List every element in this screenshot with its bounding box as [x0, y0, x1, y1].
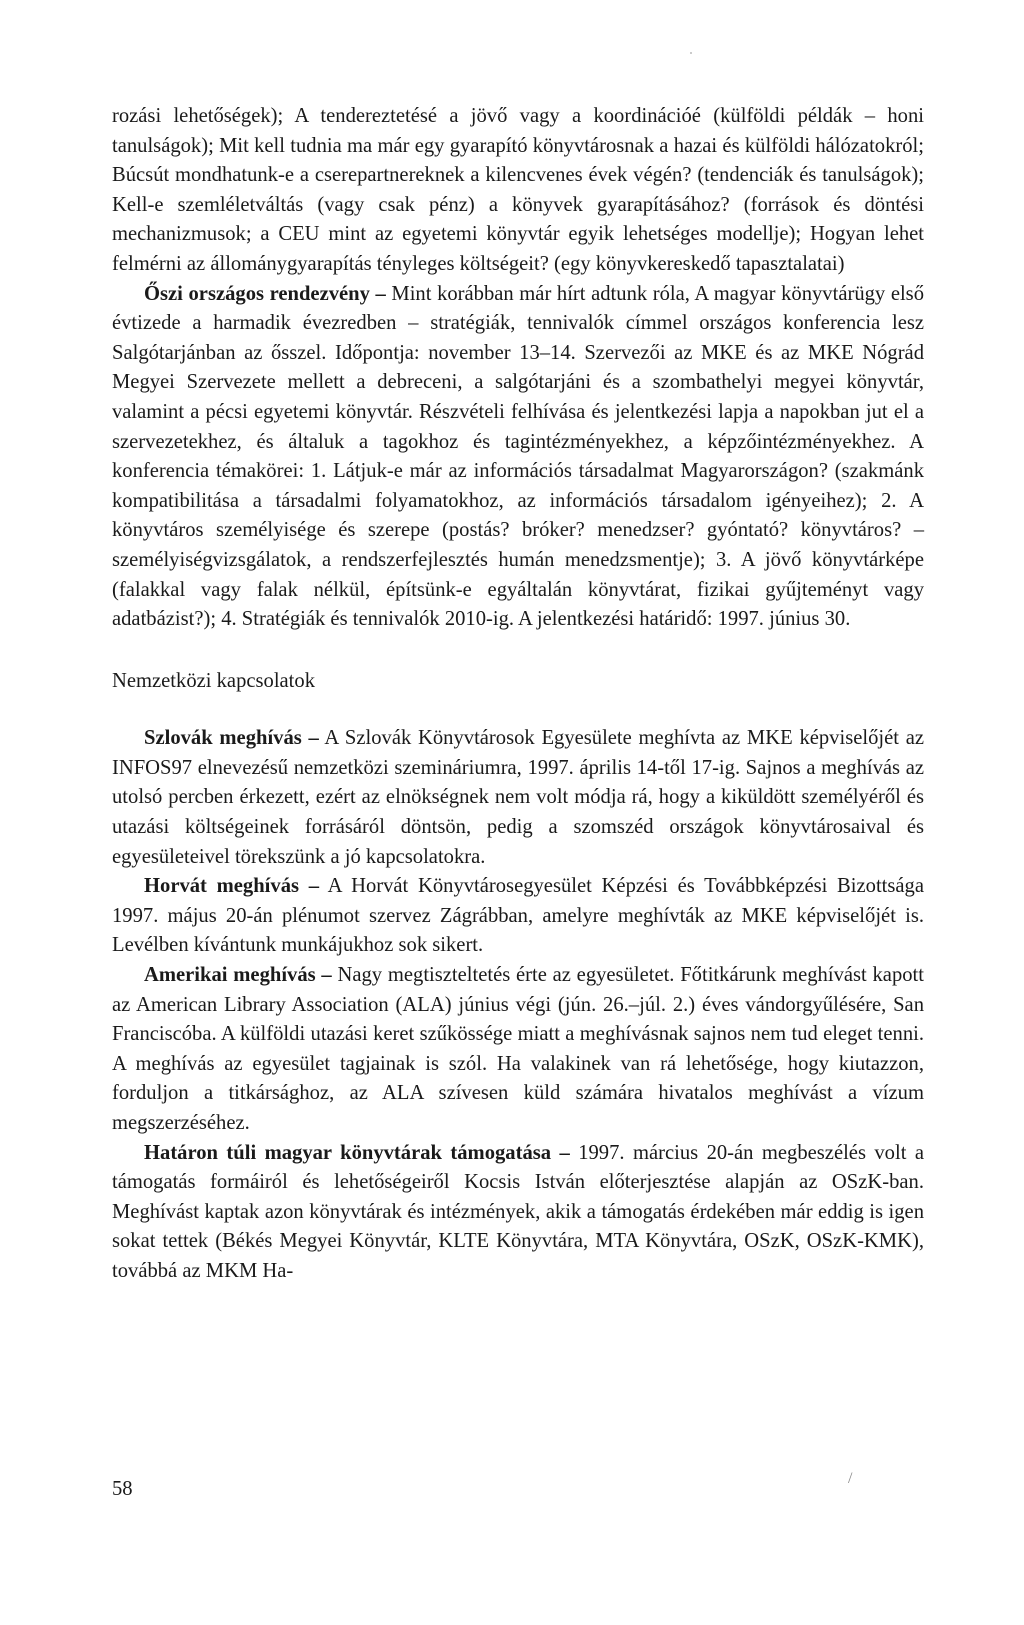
scan-speck [690, 52, 692, 54]
continuation-text: rozási lehetőségek); A tendereztetésé a jövő vagy a koordinációé (külföldi példák – honi tanulságok); Mit kell tudnia ma már egy gyarapító könyvtárosnak a hazai és külföldi hálózatokról; Búcsút mondhatunk-e a cserepartnereknek a kilencvenes évek végén? (tendenciák és tanulságok); Kell-e szemléletváltás (vagy csak pénz) a könyvek gyarapításához? (források és döntési mechanizmusok; a CEU mint az egyetemi könyvtár egyik lehetséges modellje); Hogyan lehet felmérni az állománygyarapítás tényleges költségeit? (egy könyvkereskedő tapasztalatai) [112, 105, 924, 275]
stray-mark: / [848, 1470, 853, 1487]
document-body [112, 102, 924, 1287]
paragraph-lead: Határon túli magyar könyvtárak támogatása – [144, 1141, 570, 1164]
paragraph-amerikai-meghivas [112, 961, 924, 1139]
paragraph-hataron-tuli-tamogatas [112, 1139, 924, 1287]
paragraph-text: Nagy megtiszteltetés érte az egyesületet. Főtitkárunk meghívást kapott az American Library Association (ALA) június végi (jún. 26.–júl. 2.) éves vándorgyűlésére, San Franciscóba. A külföldi utazási keret szűkössége miatt a meghívásnak sajnos nem tud eleget tenni. A meghívás az egyesület tagjainak is szól. Ha valakinek van rá lehetősége, hogy kiutazzon, forduljon a titkársághoz, az ALA szívesen küld számára hivatalos meghívást a vízum megszerzéséhez. [112, 964, 924, 1134]
section-heading: Nemzetközi kapcsolatok [112, 669, 316, 692]
paragraph-text: Mint korábban már hírt adtunk róla, A magyar könyvtárügy első évtizede a harmadik évezredben – stratégiák, tennivalók címmel országos konferencia lesz Salgótarjánban az ősszel. Időpontja: november 13–14. Szervezői az MKE és az MKE Nógrád Megyei Szervezete mellett a debreceni, a salgótarjáni és a szombathelyi megyei könyvtár, valamint a pécsi egyetemi könyvtár. Részvételi felhívása és jelentkezési lapja a napokban jut el a szervezetekhez, és általuk a tagokhoz és tagintézményekhez, a képzőintézményekhez. A konferencia témakörei: 1. Látjuk-e már az információs társadalmat Magyarországon? (szakmánk kompatibilitása a társadalmi folyamatokhoz, az információs társadalom igényeihez); 2. A könyvtáros személyisége és szerepe (postás? bróker? menedzser? gyóntató? könyvtáros? – személyiségvizsgálatok, a rendszerfejlesztés humán menedzsmentje); 3. A jövő könyvtárképe (falakkal vagy falak nélkül, építsünk-e egyáltalán könyvtárat, fizikai gyűjteményt vagy adatbázist?); 4. Stratégiák és tennivalók 2010-ig. A jelentkezési határidő: 1997. június 30. [112, 282, 924, 631]
paragraph-lead: Horvát meghívás – [144, 875, 320, 898]
paragraph-text: A Horvát Könyvtárosegyesület Képzési és Továbbképzési Bizottsága 1997. május 20-án plénumot szervez Zágrábban, amelyre meghívták az MKE képviselőjét is. Levélben kívántunk munkájukhoz sok sikert. [112, 875, 924, 957]
continuation-paragraph [112, 102, 924, 280]
paragraph-text: A Szlovák Könyvtárosok Egyesülete meghívta az MKE képviselőjét az INFOS97 elnevezésű nemzetközi szemináriumra, 1997. április 14-től 17-ig. Sajnos a meghívás az utolsó percben érkezett, ezért az elnökségnek nem volt módja rá, hogy a kiküldött személyéről és utazási költségeinek forrásáról döntsön, pedig a szomszéd országok könyvtárosaival és egyesületeivel törekszünk a jó kapcsolatokra. [112, 727, 924, 868]
paragraph-horvat-meghivas [112, 872, 924, 961]
paragraph-lead: Amerikai meghívás – [144, 964, 332, 987]
page-number: 58 [112, 1478, 133, 1500]
paragraph-oszi-rendezveny [112, 280, 924, 635]
paragraph-szlovak-meghivas [112, 724, 924, 872]
paragraph-lead: Őszi országos rendezvény – [144, 282, 386, 305]
paragraph-lead: Szlovák meghívás – [144, 727, 319, 750]
paragraph-text: 1997. március 20-án megbeszélés volt a támogatás formáiról és lehetőségeiről Kocsis István előterjesztése alapján az OSzK-ban. Meghívást kaptak azon könyvtárak és intézmények, akik a támogatás érdekében már eddig is igen sokat tettek (Békés Megyei Könyvtár, KLTE Könyvtára, MTA Könyvtára, OSzK, OSzK-KMK), továbbá az MKM Ha- [112, 1141, 924, 1282]
